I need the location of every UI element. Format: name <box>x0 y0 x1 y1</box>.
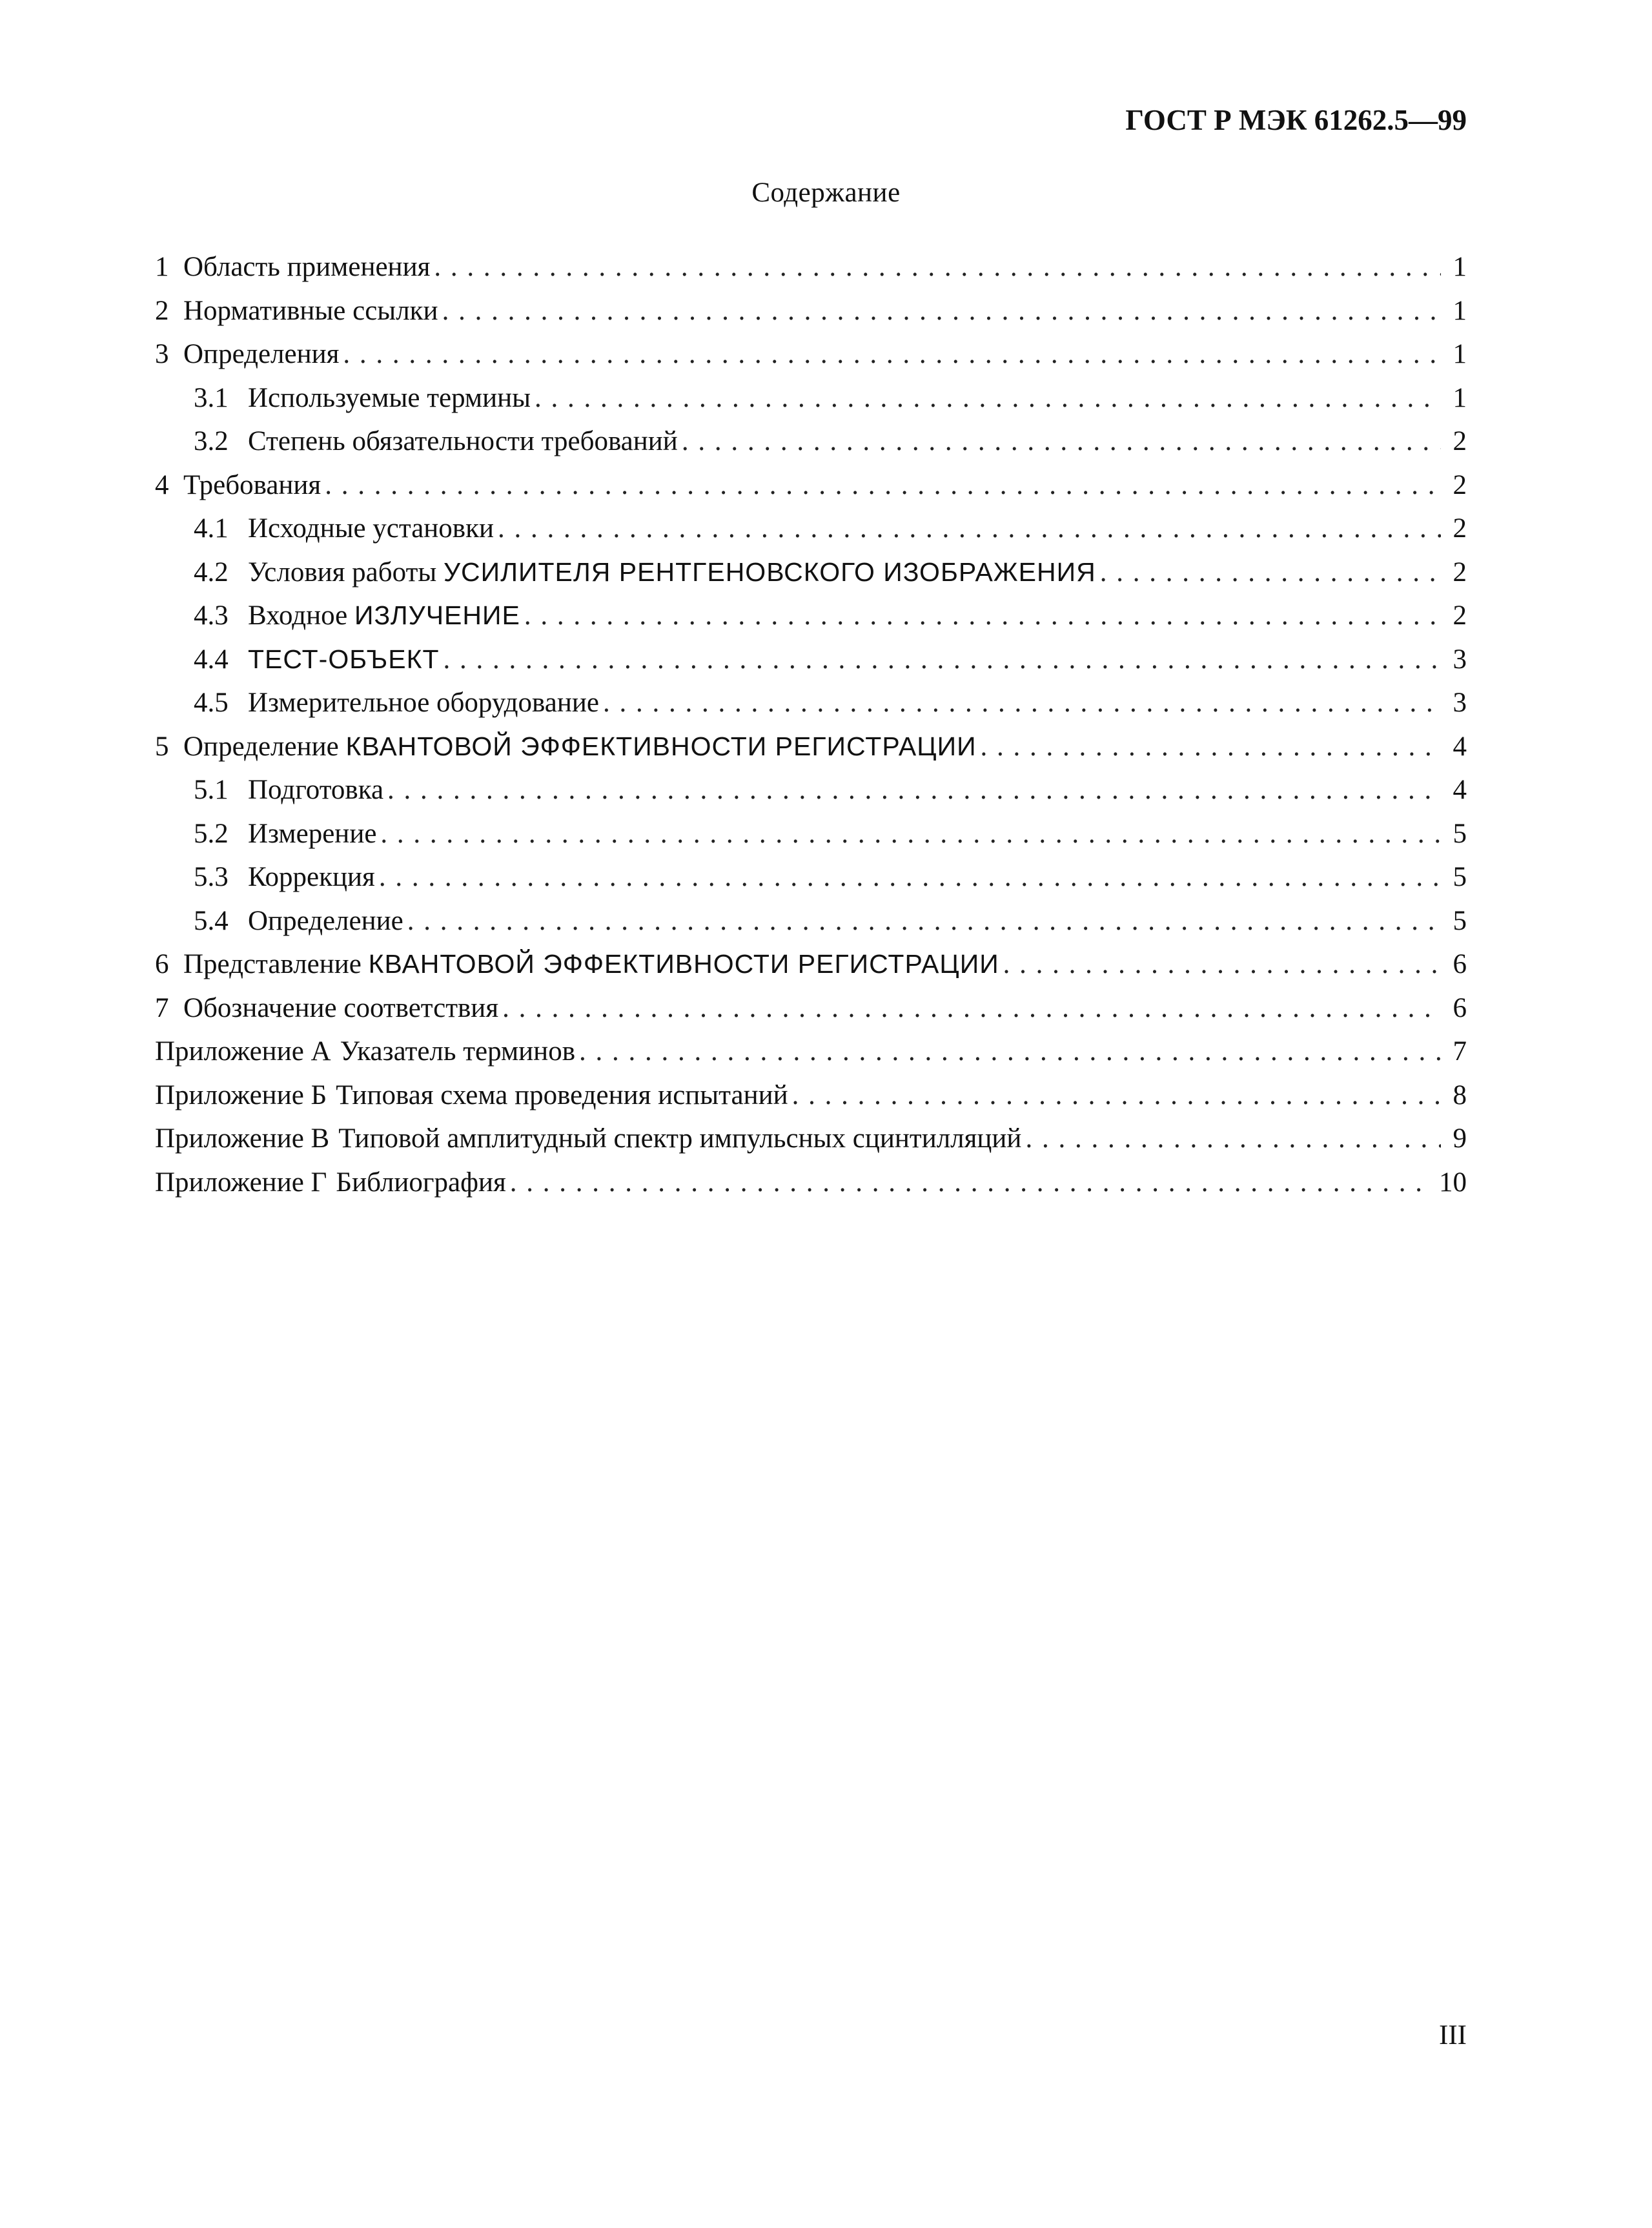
toc-entry-page: 6 <box>1453 949 1467 979</box>
toc-entry-page: 1 <box>1453 252 1467 282</box>
toc-entry[interactable] <box>155 1161 1467 1205</box>
toc-entry-term: КВАНТОВОЙ ЭФФЕКТИВНОСТИ РЕГИСТРАЦИИ <box>368 949 999 979</box>
toc-leader-dots <box>1025 1117 1441 1161</box>
toc-entry-page: 8 <box>1453 1079 1467 1110</box>
toc-leader-dots <box>603 681 1441 725</box>
toc-entry-page: 2 <box>1453 557 1467 588</box>
toc-entry-text: Указатель терминов <box>340 1036 576 1067</box>
toc-leader-dots <box>379 855 1441 899</box>
toc-entry-title <box>248 812 376 856</box>
toc-entry-term: КВАНТОВОЙ ЭФФЕКТИВНОСТИ РЕГИСТРАЦИИ <box>345 731 977 761</box>
toc-entry-text: Условия работы <box>248 557 444 588</box>
toc-entry-number: 5.1 <box>194 775 229 805</box>
toc-leader-dots <box>444 638 1442 682</box>
toc-entry-page: 1 <box>1453 382 1467 413</box>
toc-entry-text: Типовой амплитудный спектр импульсных сцинтилляций <box>338 1123 1022 1154</box>
toc-entry-text: Коррекция <box>248 862 375 892</box>
toc-entry-text: Типовая схема проведения испытаний <box>336 1079 788 1110</box>
toc-entry-number: 7 <box>155 992 169 1023</box>
toc-entry-number: 4.5 <box>194 688 229 718</box>
toc-entry-title <box>248 768 383 812</box>
toc-entry-page: 5 <box>1453 905 1467 936</box>
toc-entry-number: 4.1 <box>194 513 229 544</box>
toc-entry-number: Приложение Г <box>155 1167 327 1198</box>
toc-entry-term: ТЕСТ-ОБЪЕКТ <box>248 644 440 674</box>
toc-entry[interactable] <box>155 332 1467 376</box>
toc-entry-text: Определения <box>183 339 340 369</box>
toc-entry-title <box>248 551 1096 595</box>
toc-entry-page: 4 <box>1453 731 1467 762</box>
toc-entry[interactable] <box>155 681 1467 725</box>
toc-entry-title <box>248 594 520 638</box>
toc-entry-number: Приложение В <box>155 1123 330 1154</box>
toc-leader-dots <box>442 289 1441 333</box>
toc-entry-title <box>248 638 440 682</box>
toc-entry-text: Входное <box>248 600 354 631</box>
toc-entry-page: 10 <box>1439 1167 1467 1198</box>
toc-leader-dots <box>387 768 1441 812</box>
toc-entry-number: 4.4 <box>194 644 229 675</box>
toc-entry-title <box>183 289 438 333</box>
toc-entry-page: 5 <box>1453 818 1467 849</box>
toc-entry-page: 2 <box>1453 513 1467 544</box>
toc-entry[interactable] <box>155 1117 1467 1161</box>
toc-entry-text: Определение <box>183 731 346 762</box>
toc-leader-dots <box>325 464 1441 507</box>
toc-entry-page: 9 <box>1453 1123 1467 1154</box>
toc-entry-title <box>183 464 321 507</box>
toc-entry-title <box>183 332 339 376</box>
toc-entry-number: Приложение А <box>155 1036 331 1067</box>
toc-leader-dots <box>535 376 1441 420</box>
toc-entry-text: Степень обязательности требований <box>248 426 678 456</box>
table-of-contents <box>155 245 1467 1204</box>
toc-entry[interactable] <box>155 289 1467 333</box>
toc-leader-dots <box>792 1074 1441 1118</box>
toc-title: Содержание <box>751 178 901 208</box>
toc-entry[interactable] <box>155 812 1467 856</box>
toc-entry-number: 3 <box>155 339 169 369</box>
toc-entry-text: Библиография <box>336 1167 506 1198</box>
document-code-header: ГОСТ Р МЭК 61262.5—99 <box>1125 104 1467 136</box>
toc-entry-title <box>183 943 999 986</box>
toc-entry-number: 3.1 <box>194 382 229 413</box>
toc-entry[interactable] <box>155 638 1467 682</box>
toc-leader-dots <box>682 420 1441 464</box>
toc-entry[interactable] <box>155 1030 1467 1074</box>
toc-entry-term: ИЗЛУЧЕНИЕ <box>354 600 520 630</box>
toc-entry-page: 6 <box>1453 992 1467 1023</box>
toc-entry[interactable] <box>155 1074 1467 1118</box>
toc-entry-title <box>248 507 494 551</box>
page-number: III <box>1439 2020 1467 2050</box>
toc-entry-title <box>248 681 599 725</box>
toc-entry-page: 1 <box>1453 295 1467 326</box>
toc-entry-title <box>183 986 498 1030</box>
toc-entry-number: 6 <box>155 949 169 979</box>
toc-entry-title <box>248 420 678 464</box>
toc-entry-title <box>183 245 430 289</box>
toc-entry-text: Обозначение соответствия <box>183 992 499 1023</box>
toc-entry-number: 4 <box>155 469 169 500</box>
toc-leader-dots <box>1100 551 1441 595</box>
toc-entry-title <box>248 855 375 899</box>
toc-entry-title <box>248 376 531 420</box>
toc-entry-page: 5 <box>1453 862 1467 892</box>
toc-entry-page: 4 <box>1453 775 1467 805</box>
toc-entry-text: Нормативные ссылки <box>183 295 438 326</box>
toc-entry-page: 1 <box>1453 339 1467 369</box>
toc-entry-number: 5.3 <box>194 862 229 892</box>
toc-entry-number: 5 <box>155 731 169 762</box>
toc-leader-dots <box>510 1161 1431 1205</box>
toc-leader-dots <box>981 725 1441 769</box>
toc-entry[interactable] <box>155 725 1467 769</box>
toc-leader-dots <box>434 245 1441 289</box>
toc-entry-text: Измерительное оборудование <box>248 688 599 718</box>
toc-entry-title <box>336 1161 505 1205</box>
toc-entry-number: 5.4 <box>194 905 229 936</box>
toc-entry-text: Используемые термины <box>248 382 531 413</box>
toc-entry[interactable] <box>155 507 1467 551</box>
toc-leader-dots <box>498 507 1441 551</box>
toc-entry[interactable] <box>155 594 1467 638</box>
toc-entry-text: Область применения <box>183 252 431 282</box>
toc-entry-page: 3 <box>1453 644 1467 675</box>
toc-entry[interactable] <box>155 376 1467 420</box>
toc-entry-number: 4.2 <box>194 557 229 588</box>
toc-entry-title <box>248 899 403 943</box>
toc-entry-page: 2 <box>1453 469 1467 500</box>
toc-leader-dots <box>524 594 1441 638</box>
toc-entry-title <box>183 725 977 769</box>
toc-entry-text: Представление <box>183 949 369 979</box>
toc-entry-page: 7 <box>1453 1036 1467 1067</box>
toc-entry[interactable] <box>155 943 1467 986</box>
toc-leader-dots <box>343 332 1441 376</box>
toc-entry-title <box>336 1074 788 1118</box>
toc-entry-number: 4.3 <box>194 600 229 631</box>
toc-entry[interactable] <box>155 986 1467 1030</box>
toc-entry-title <box>338 1117 1021 1161</box>
toc-entry-number: 2 <box>155 295 169 326</box>
toc-entry[interactable] <box>155 464 1467 507</box>
toc-entry-number: 1 <box>155 252 169 282</box>
toc-entry[interactable] <box>155 245 1467 289</box>
toc-entry-text: Измерение <box>248 818 377 849</box>
toc-entry-number: 5.2 <box>194 818 229 849</box>
toc-entry[interactable] <box>155 551 1467 595</box>
toc-entry-number: 3.2 <box>194 426 229 456</box>
toc-entry-text: Исходные установки <box>248 513 495 544</box>
toc-entry-title <box>340 1030 575 1074</box>
toc-entry-number: Приложение Б <box>155 1079 327 1110</box>
toc-leader-dots <box>380 812 1441 856</box>
toc-leader-dots <box>407 899 1441 943</box>
toc-entry[interactable] <box>155 420 1467 464</box>
toc-entry[interactable] <box>155 855 1467 899</box>
toc-entry[interactable] <box>155 899 1467 943</box>
toc-entry-page: 2 <box>1453 600 1467 631</box>
toc-leader-dots <box>579 1030 1441 1074</box>
toc-entry-text: Требования <box>183 469 321 500</box>
toc-entry-text: Определение <box>248 905 403 936</box>
toc-entry-term: УСИЛИТЕЛЯ РЕНТГЕНОВСКОГО ИЗОБРАЖЕНИЯ <box>444 557 1096 587</box>
toc-entry-text: Подготовка <box>248 775 384 805</box>
toc-entry[interactable] <box>155 768 1467 812</box>
toc-leader-dots <box>1003 943 1441 986</box>
toc-entry-page: 3 <box>1453 688 1467 718</box>
toc-leader-dots <box>502 986 1441 1030</box>
toc-entry-page: 2 <box>1453 426 1467 456</box>
